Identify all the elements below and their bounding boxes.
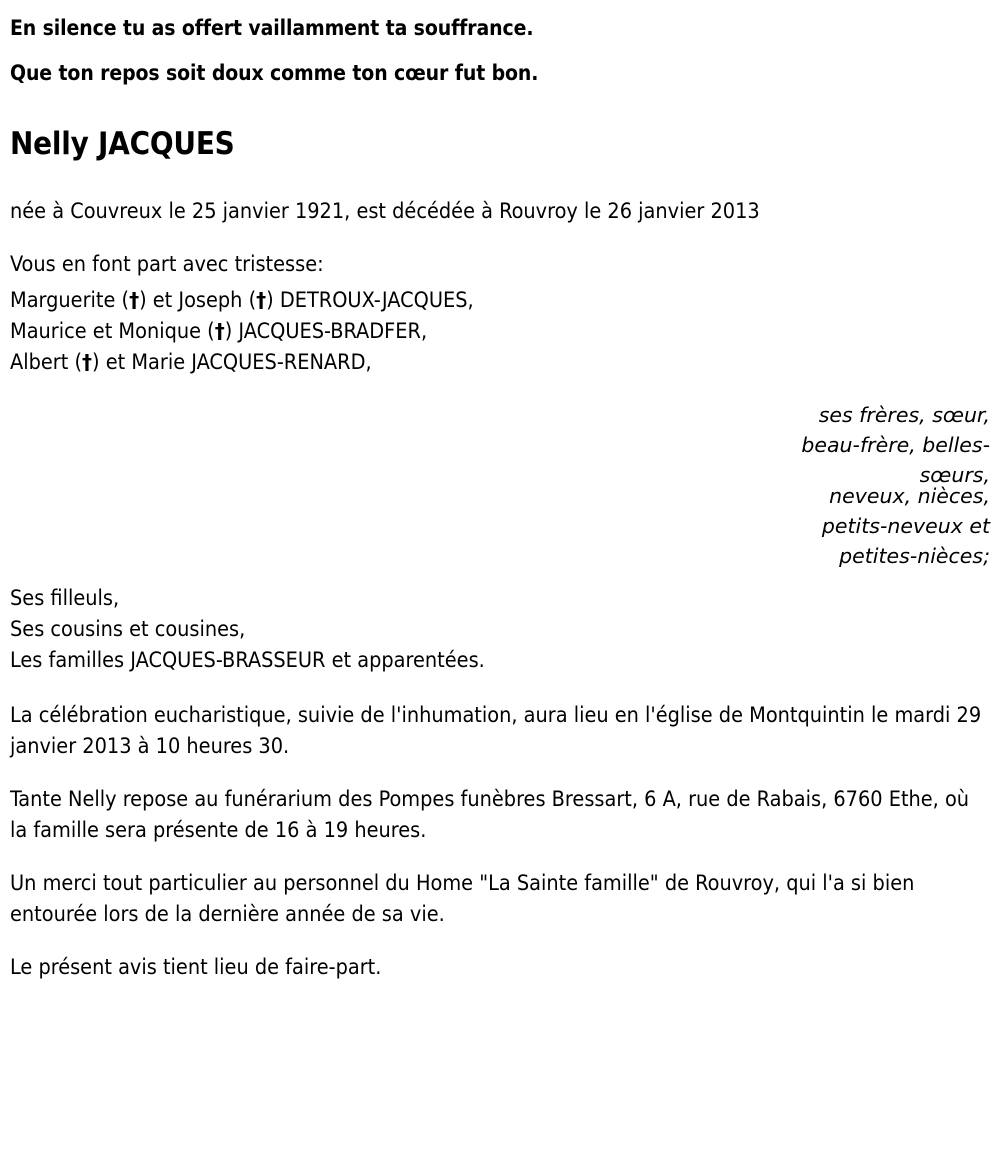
family-line-1 [10,285,990,316]
relations-secondary [10,481,990,571]
relations-secondary-line-3: petites-nièces; [839,544,990,568]
relations-primary-line-3: sœurs, [919,463,990,487]
deceased-details: née à Couvreux le 25 janvier 1921, est décédée à Rouvroy le 26 janvier 2013 [10,199,760,224]
relations-secondary-line-2: petits-neveux et [821,514,990,538]
family-line-3-before: Albert ( [10,350,83,375]
relations-primary [10,378,990,490]
announcement-intro: Vous en font part avec tristesse: [10,252,324,277]
dagger-icon: † [214,319,225,343]
family-line-3-after: ) et Marie JACQUES-RENARD, [92,350,372,375]
dagger-icon: † [256,288,267,312]
funeral-home-details: Tante Nelly repose au funérarium des Pompes funèbres Bressart, 6 A, rue de Rabais, 6760 Ethe, où la famille sera présente de 16 à 19 heures. [10,787,970,843]
thanks-message: Un merci tout particulier au personnel du Home "La Sainte famille" de Rouvroy, qui l'a si bien entourée lors de la dernière année de sa vie. [10,871,915,927]
relations-secondary-line-1: neveux, nièces, [829,484,990,508]
other-family-line-3: Les familles JACQUES-BRASSEUR et apparentées. [10,648,485,673]
family-line-3 [10,347,990,378]
family-line-1-middle: ) et Joseph ( [139,288,257,313]
relations-primary-line-2: beau-frère, belles- [801,433,990,457]
family-line-2-after: ) JACQUES-BRADFER, [224,319,428,344]
family-line-1-before: Marguerite ( [10,288,130,313]
announcement-family-list [10,280,990,378]
closing-notice: Le présent avis tient lieu de faire-part. [10,955,382,980]
family-line-2 [10,316,990,347]
dagger-icon: † [129,288,140,312]
other-family-line-1: Ses filleuls, [10,586,120,611]
other-family-list [10,571,990,676]
other-family-line-2: Ses cousins et cousines, [10,617,246,642]
deceased-name: Nelly JACQUES [10,126,235,162]
epitaph-line-2: Que ton repos soit doux comme ton cœur fut bon. [10,61,539,85]
family-line-2-before: Maurice et Monique ( [10,319,215,344]
family-line-1-after: ) DETROUX-JACQUES, [266,288,474,313]
dagger-icon: † [82,350,93,374]
relations-primary-line-1: ses frères, sœur, [818,403,990,427]
epitaph-line-1: En silence tu as offert vaillamment ta souffrance. [10,16,534,40]
ceremony-details: La célébration eucharistique, suivie de l'inhumation, aura lieu en l'église de Montquintin le mardi 29 janvier 2013 à 10 heures 30. [10,703,982,759]
